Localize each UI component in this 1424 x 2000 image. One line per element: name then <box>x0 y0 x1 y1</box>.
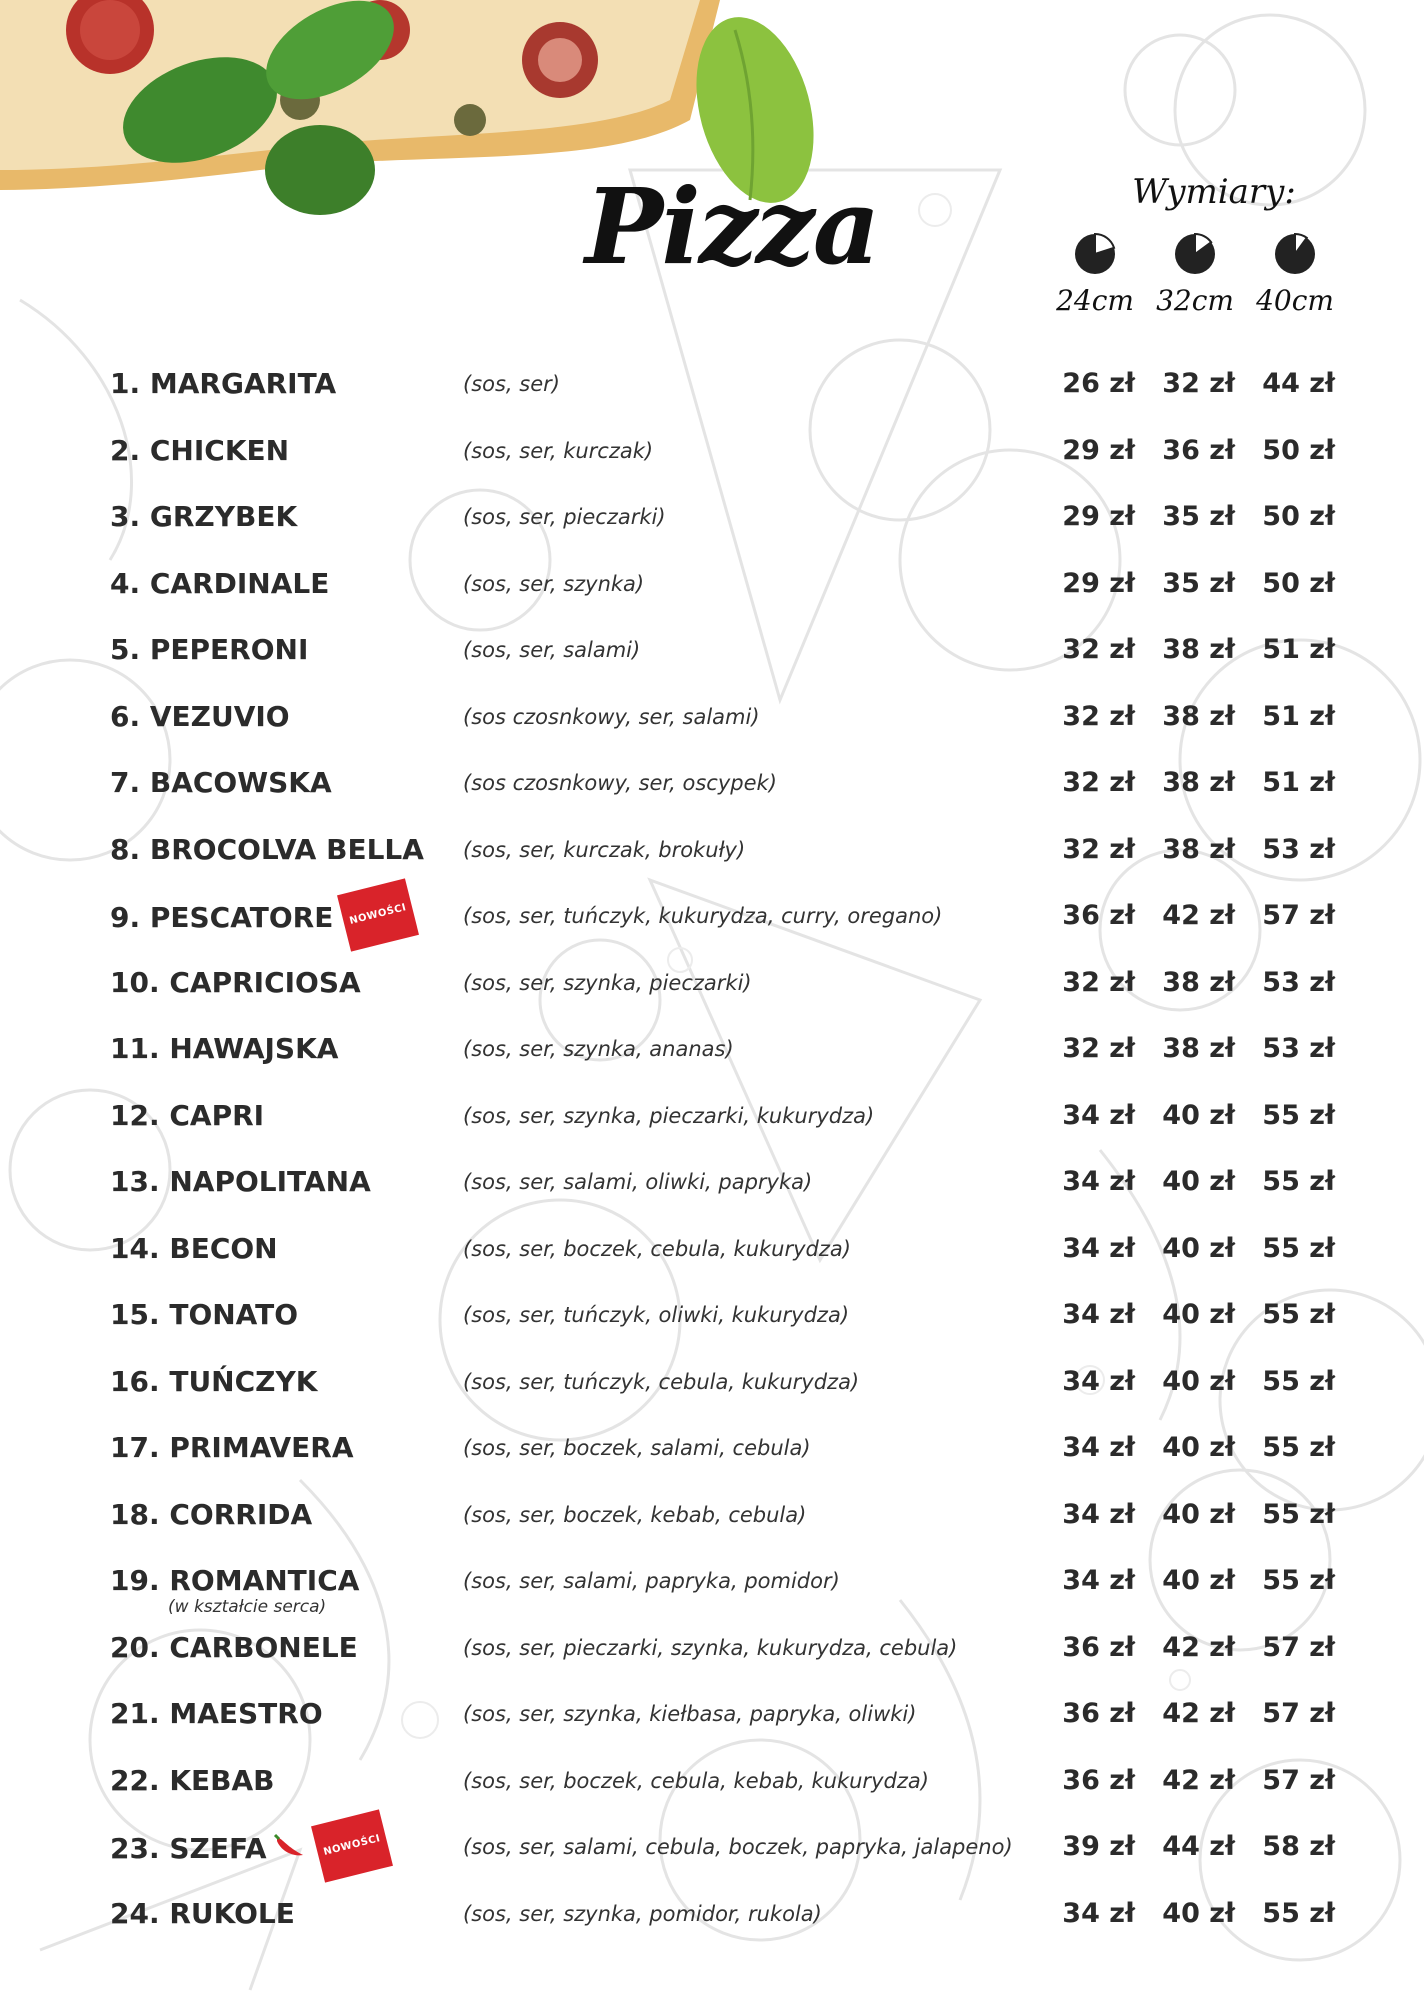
price-40cm: 44 zł <box>1262 368 1335 399</box>
pizza-name-text: 12. CAPRI <box>110 1098 265 1132</box>
price-32cm: 40 zł <box>1162 1232 1235 1264</box>
size-col-medium <box>1150 232 1240 317</box>
pizza-name-text: 7. BACOWSKA <box>110 766 332 799</box>
pizza-name-text: 6. VEZUVIO <box>110 699 290 733</box>
price-40cm: 55 zł <box>1262 1099 1335 1131</box>
price-32cm: 38 zł <box>1162 966 1235 998</box>
price-32cm: 42 zł <box>1162 900 1235 931</box>
pizza-ingredients: (sos, ser, pieczarki, szynka, kukurydza, cebula) <box>463 1635 958 1660</box>
price-24cm: 36 zł <box>1062 1631 1135 1663</box>
price-24cm: 39 zł <box>1062 1831 1135 1862</box>
new-badge: NOWOŚCI <box>337 878 419 951</box>
size-label-medium: 32cm <box>1156 284 1234 317</box>
price-32cm: 38 zł <box>1162 767 1235 798</box>
pizza-ingredients: (sos, ser, szynka, pieczarki, kukurydza) <box>463 1103 875 1128</box>
price-40cm: 57 zł <box>1262 1631 1335 1663</box>
price-40cm: 57 zł <box>1262 1698 1335 1729</box>
price-32cm: 40 zł <box>1162 1897 1235 1929</box>
menu-row <box>110 425 1350 492</box>
price-32cm: 40 zł <box>1162 1432 1235 1463</box>
menu-row <box>110 1688 1350 1755</box>
price-40cm: 53 zł <box>1262 1033 1335 1064</box>
price-40cm: 55 zł <box>1262 1166 1335 1197</box>
pizza-ingredients: (sos, ser, tuńczyk, cebula, kukurydza) <box>463 1369 860 1394</box>
price-32cm: 40 zł <box>1162 1565 1235 1596</box>
pizza-name <box>110 624 308 676</box>
pizza-name-text: 9. PESCATORE <box>110 901 334 934</box>
size-col-large <box>1250 232 1340 317</box>
sizes-header <box>1050 172 1340 317</box>
pizza-name-text: 17. PRIMAVERA <box>110 1431 354 1464</box>
pie-size-large-icon <box>1273 232 1317 276</box>
pizza-name-text: 19. ROMANTICA <box>110 1564 360 1597</box>
menu-row <box>110 1888 1350 1955</box>
price-32cm: 40 zł <box>1162 1299 1235 1330</box>
pizza-ingredients: (sos, ser, szynka, pomidor, rukola) <box>463 1901 822 1926</box>
pizza-subtitle: (w kształcie serca) <box>168 1597 327 1617</box>
pizza-ingredients: (sos, ser) <box>463 372 560 396</box>
menu-row <box>110 558 1350 625</box>
pizza-name-text: 11. HAWAJSKA <box>110 1032 339 1065</box>
price-24cm: 34 zł <box>1062 1897 1135 1929</box>
menu-row <box>110 1555 1350 1622</box>
price-24cm: 34 zł <box>1062 1099 1135 1131</box>
price-40cm: 55 zł <box>1262 1299 1335 1330</box>
pizza-ingredients: (sos, ser, boczek, salami, cebula) <box>463 1436 811 1460</box>
pizza-name <box>110 957 361 1009</box>
price-24cm: 36 zł <box>1062 1764 1135 1796</box>
price-40cm: 55 zł <box>1262 1897 1335 1929</box>
pizza-ingredients: (sos, ser, boczek, kebab, cebula) <box>463 1502 807 1527</box>
pizza-name <box>110 1888 295 1940</box>
price-40cm: 53 zł <box>1262 966 1335 998</box>
price-24cm: 32 zł <box>1062 966 1135 998</box>
price-24cm: 36 zł <box>1062 900 1135 931</box>
menu-row <box>110 824 1350 891</box>
menu-row <box>110 890 1350 957</box>
price-24cm: 34 zł <box>1062 1365 1135 1397</box>
pizza-name <box>110 1289 298 1341</box>
price-24cm: 32 zł <box>1062 767 1135 798</box>
pizza-name <box>110 358 336 410</box>
price-40cm: 51 zł <box>1262 634 1335 665</box>
menu-row <box>110 491 1350 558</box>
price-40cm: 58 zł <box>1262 1831 1335 1862</box>
pizza-name-text: 21. MAESTRO <box>110 1697 323 1730</box>
pizza-name-text: 22. KEBAB <box>110 1763 275 1797</box>
price-32cm: 38 zł <box>1162 1033 1235 1064</box>
pizza-ingredients: (sos, ser, salami, papryka, pomidor) <box>463 1569 840 1593</box>
pizza-name-text: 1. MARGARITA <box>110 367 337 400</box>
price-32cm: 38 zł <box>1162 833 1235 865</box>
menu-row <box>110 358 1350 425</box>
pizza-ingredients: (sos, ser, salami, cebula, boczek, papryka, jalapeno) <box>463 1835 1013 1859</box>
size-label-large: 40cm <box>1256 284 1334 317</box>
price-40cm: 53 zł <box>1262 833 1335 865</box>
price-24cm: 32 zł <box>1062 634 1135 665</box>
menu-row <box>110 624 1350 691</box>
pizza-name-text: 8. BROCOLVA BELLA <box>110 832 424 866</box>
pizza-ingredients: (sos, ser, salami, oliwki, papryka) <box>463 1170 813 1194</box>
price-40cm: 50 zł <box>1262 434 1335 466</box>
price-32cm: 42 zł <box>1162 1764 1235 1796</box>
pizza-name-text: 14. BECON <box>110 1231 278 1265</box>
price-32cm: 42 zł <box>1162 1631 1235 1663</box>
price-40cm: 57 zł <box>1262 1764 1335 1796</box>
price-32cm: 40 zł <box>1162 1099 1235 1131</box>
pizza-name <box>110 1688 323 1740</box>
pizza-name-text: 2. CHICKEN <box>110 433 290 467</box>
pizza-ingredients: (sos, ser, kurczak, brokuły) <box>463 837 746 862</box>
size-label-small: 24cm <box>1056 284 1134 317</box>
size-col-small <box>1050 232 1140 317</box>
pizza-name <box>110 824 424 876</box>
price-40cm: 51 zł <box>1262 700 1335 732</box>
pizza-name <box>110 1422 354 1474</box>
pizza-ingredients: (sos czosnkowy, ser, oscypek) <box>463 771 777 795</box>
pizza-ingredients: (sos, ser, szynka) <box>463 571 645 596</box>
price-32cm: 40 zł <box>1162 1498 1235 1530</box>
menu-row <box>110 1090 1350 1157</box>
size-columns <box>1050 232 1340 342</box>
pizza-name <box>110 1622 358 1674</box>
price-24cm: 34 zł <box>1062 1166 1135 1197</box>
pizza-name <box>110 1090 264 1142</box>
pizza-name <box>110 1223 278 1275</box>
price-40cm: 51 zł <box>1262 767 1335 798</box>
price-32cm: 40 zł <box>1162 1166 1235 1197</box>
pizza-ingredients: (sos, ser, tuńczyk, kukurydza, curry, oregano) <box>463 904 943 928</box>
pizza-name-text: 24. RUKOLE <box>110 1896 295 1930</box>
pizza-ingredients: (sos, ser, kurczak) <box>463 438 654 463</box>
pizza-name <box>110 1489 312 1541</box>
price-24cm: 32 zł <box>1062 833 1135 865</box>
pizza-menu-list <box>110 358 1350 1954</box>
menu-row <box>110 1821 1350 1888</box>
pizza-name <box>110 757 332 809</box>
menu-row <box>110 1755 1350 1822</box>
sizes-title: Wymiary: <box>1132 172 1296 212</box>
price-24cm: 34 zł <box>1062 1565 1135 1596</box>
pizza-ingredients: (sos, ser, szynka, pieczarki) <box>463 970 752 995</box>
menu-row <box>110 1622 1350 1689</box>
pizza-ingredients: (sos, ser, salami) <box>463 638 641 662</box>
menu-row <box>110 1223 1350 1290</box>
pie-size-medium-icon <box>1173 232 1217 276</box>
price-32cm: 42 zł <box>1162 1698 1235 1729</box>
menu-row <box>110 1422 1350 1489</box>
pie-size-small-icon <box>1073 232 1117 276</box>
menu-row <box>110 1356 1350 1423</box>
pizza-name-text: 3. GRZYBEK <box>110 500 298 533</box>
price-40cm: 57 zł <box>1262 900 1335 931</box>
price-40cm: 50 zł <box>1262 567 1335 599</box>
price-24cm: 34 zł <box>1062 1232 1135 1264</box>
pizza-ingredients: (sos, ser, tuńczyk, oliwki, kukurydza) <box>463 1303 850 1327</box>
price-32cm: 38 zł <box>1162 634 1235 665</box>
menu-row <box>110 1156 1350 1223</box>
menu-row <box>110 957 1350 1024</box>
pizza-ingredients: (sos czosnkowy, ser, salami) <box>463 704 760 729</box>
price-32cm: 38 zł <box>1162 700 1235 732</box>
pizza-name-text: 4. CARDINALE <box>110 566 330 600</box>
price-32cm: 35 zł <box>1162 567 1235 599</box>
pizza-ingredients: (sos, ser, boczek, cebula, kukurydza) <box>463 1236 851 1261</box>
chili-pepper-icon <box>273 1833 307 1859</box>
pizza-name <box>110 890 414 948</box>
price-32cm: 40 zł <box>1162 1365 1235 1397</box>
price-40cm: 55 zł <box>1262 1365 1335 1397</box>
pizza-name-text: 18. CORRIDA <box>110 1497 313 1531</box>
pizza-name-text: 20. CARBONELE <box>110 1630 358 1664</box>
pizza-name-text: 15. TONATO <box>110 1298 299 1331</box>
pizza-name <box>110 1356 317 1408</box>
price-24cm: 32 zł <box>1062 1033 1135 1064</box>
pizza-name <box>110 425 289 477</box>
menu-row <box>110 1023 1350 1090</box>
price-24cm: 36 zł <box>1062 1698 1135 1729</box>
price-40cm: 55 zł <box>1262 1432 1335 1463</box>
pizza-name <box>110 691 290 743</box>
price-24cm: 29 zł <box>1062 501 1135 532</box>
pizza-name-text: 10. CAPRICIOSA <box>110 965 361 999</box>
pizza-ingredients: (sos, ser, szynka, kiełbasa, papryka, oliwki) <box>463 1702 917 1726</box>
pizza-ingredients: (sos, ser, pieczarki) <box>463 505 666 529</box>
pizza-name <box>110 1755 275 1807</box>
page-title: Pizza <box>585 165 879 288</box>
price-24cm: 32 zł <box>1062 700 1135 732</box>
pizza-name-text: 16. TUŃCZYK <box>110 1364 318 1398</box>
pizza-name <box>110 1156 371 1208</box>
price-40cm: 55 zł <box>1262 1498 1335 1530</box>
price-24cm: 34 zł <box>1062 1432 1135 1463</box>
price-40cm: 55 zł <box>1262 1565 1335 1596</box>
pizza-name <box>110 558 329 610</box>
pizza-ingredients: (sos, ser, boczek, cebula, kebab, kukurydza) <box>463 1768 929 1793</box>
price-24cm: 26 zł <box>1062 368 1135 399</box>
price-24cm: 29 zł <box>1062 567 1135 599</box>
price-32cm: 32 zł <box>1162 368 1235 399</box>
price-40cm: 50 zł <box>1262 501 1335 532</box>
pizza-name <box>110 491 297 543</box>
price-32cm: 44 zł <box>1162 1831 1235 1862</box>
price-24cm: 34 zł <box>1062 1299 1135 1330</box>
pizza-name-text: 13. NAPOLITANA <box>110 1165 371 1198</box>
menu-row <box>110 1289 1350 1356</box>
menu-row <box>110 757 1350 824</box>
price-32cm: 35 zł <box>1162 501 1235 532</box>
menu-row <box>110 691 1350 758</box>
pizza-ingredients: (sos, ser, szynka, ananas) <box>463 1037 734 1061</box>
price-24cm: 34 zł <box>1062 1498 1135 1530</box>
price-32cm: 36 zł <box>1162 434 1235 466</box>
new-badge: NOWOŚCI <box>311 1809 393 1882</box>
pizza-name-text: 5. PEPERONI <box>110 633 309 666</box>
menu-row <box>110 1489 1350 1556</box>
price-24cm: 29 zł <box>1062 434 1135 466</box>
pizza-name <box>110 1821 387 1879</box>
price-40cm: 55 zł <box>1262 1232 1335 1264</box>
pizza-name <box>110 1023 338 1075</box>
pizza-name-text: 23. SZEFA <box>110 1832 267 1865</box>
